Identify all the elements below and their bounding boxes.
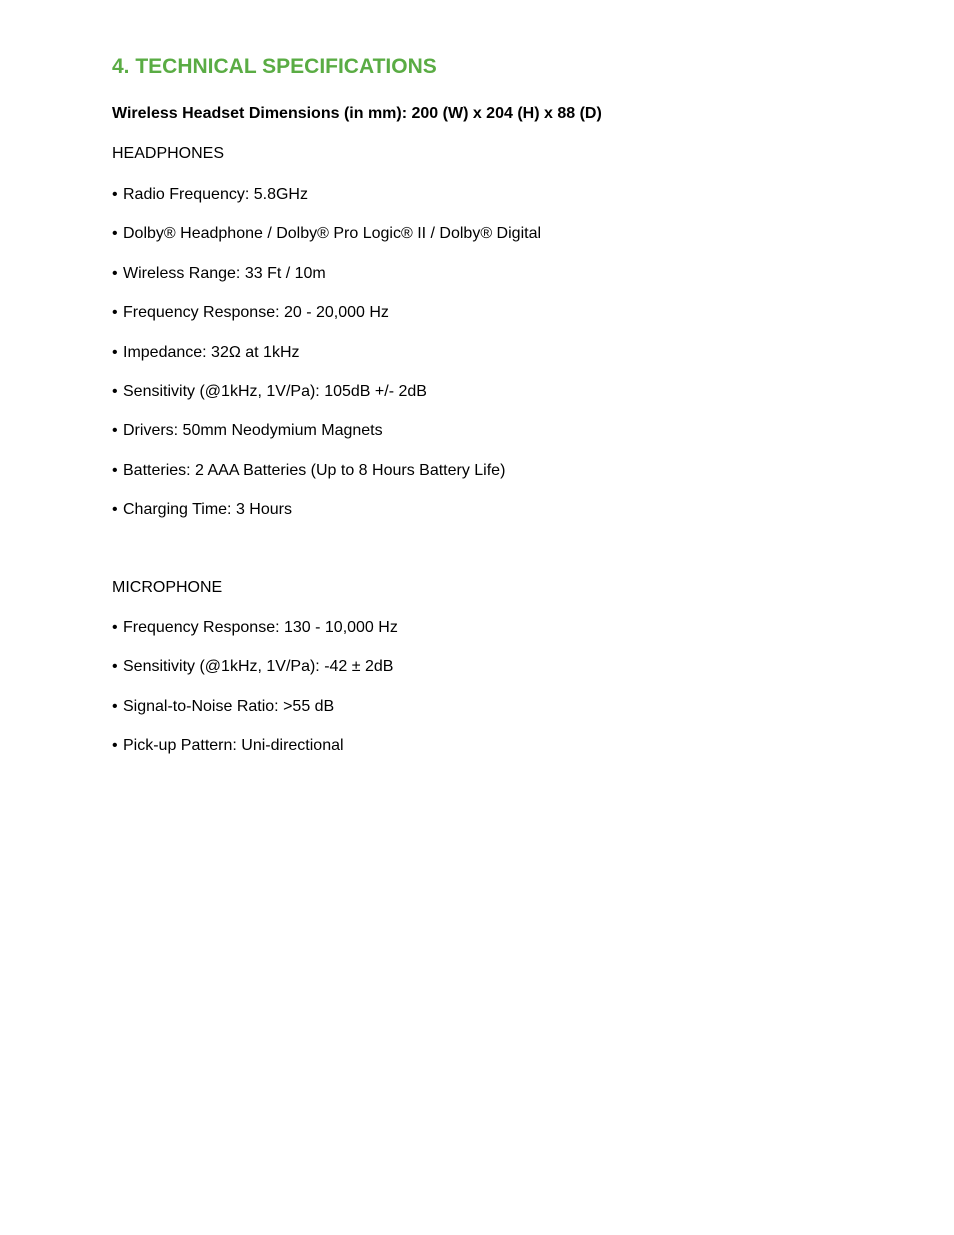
spec-text: Sensitivity (@1kHz, 1V/Pa): 105dB +/- 2dB — [123, 382, 427, 400]
spec-text: Impedance: 32Ω at 1kHz — [123, 343, 300, 361]
bullet: • — [112, 186, 118, 203]
list-item — [112, 461, 541, 500]
headphones-title: HEADPHONES — [112, 145, 225, 162]
spec-text: Sensitivity (@1kHz, 1V/Pa): -42 ± 2dB — [123, 658, 394, 676]
spec-text: Drivers: 50mm Neodymium Magnets — [123, 422, 383, 440]
list-item — [112, 264, 541, 303]
bullet: • — [112, 658, 118, 676]
bullet: • — [112, 422, 118, 440]
list-item — [112, 500, 541, 539]
spec-text: Charging Time: 3 Hours — [123, 501, 292, 519]
bullet: • — [112, 501, 118, 519]
bullet: • — [112, 461, 118, 479]
list-item — [112, 303, 541, 342]
spec-text: Dolby® Headphone / Dolby® Pro Logic® II / Dolby® Digital — [123, 225, 542, 243]
spec-text: Pick-up Pattern: Uni-directional — [123, 737, 344, 755]
list-item — [112, 382, 541, 421]
list-item — [112, 343, 541, 382]
bullet: • — [112, 737, 118, 755]
list-item — [112, 657, 398, 696]
bullet: • — [112, 225, 118, 243]
microphone-title: MICROPHONE — [112, 579, 223, 596]
spec-text: Radio Frequency: 5.8GHz — [123, 186, 308, 203]
bullet: • — [112, 264, 118, 282]
list-item — [112, 736, 398, 775]
spec-text: Frequency Response: 130 - 10,000 Hz — [123, 619, 398, 636]
section-heading: 4. TECHNICAL SPECIFICATIONS — [112, 55, 437, 78]
microphone-spec-list — [112, 618, 398, 776]
bullet: • — [112, 343, 118, 361]
spec-text: Signal-to-Noise Ratio: >55 dB — [123, 697, 335, 715]
spec-text: Frequency Response: 20 - 20,000 Hz — [123, 304, 389, 322]
list-item — [112, 185, 541, 224]
list-item — [112, 697, 398, 736]
list-item — [112, 618, 398, 657]
bullet: • — [112, 382, 118, 400]
bullet: • — [112, 697, 118, 715]
list-item — [112, 421, 541, 460]
spec-text: Wireless Range: 33 Ft / 10m — [123, 264, 326, 282]
spec-text: Batteries: 2 AAA Batteries (Up to 8 Hours Battery Life) — [123, 461, 506, 479]
headphones-spec-list — [112, 185, 541, 540]
headset-dimensions: Wireless Headset Dimensions (in mm): 200 (W) x 204 (H) x 88 (D) — [112, 105, 602, 122]
list-item — [112, 224, 541, 263]
bullet: • — [112, 619, 118, 636]
bullet: • — [112, 304, 118, 322]
